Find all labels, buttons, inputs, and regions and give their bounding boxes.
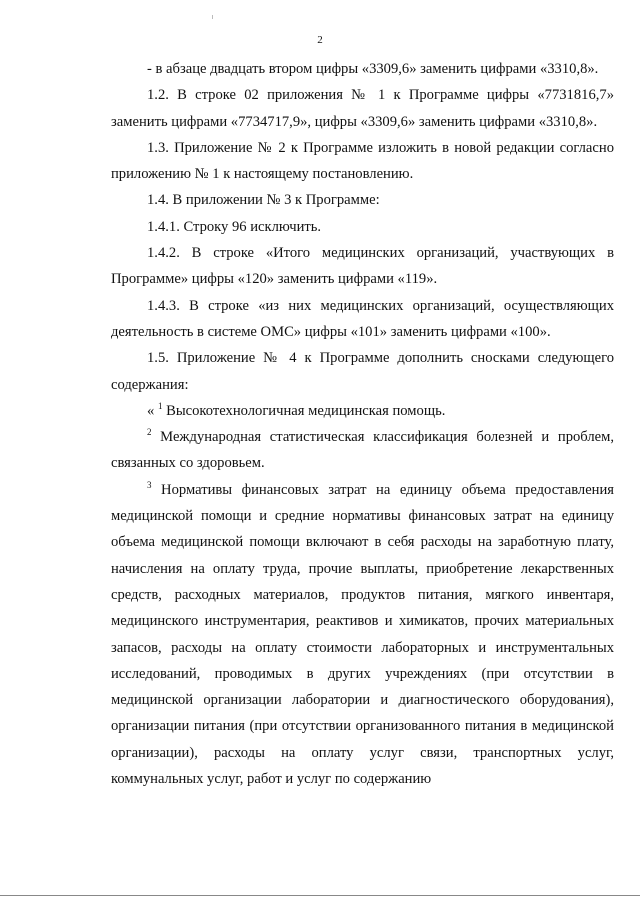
footnote-1 (111, 398, 614, 424)
paragraph-1-4-1: 1.4.1. Строку 96 исключить. (147, 218, 322, 235)
footnote-text-1: Высокотехнологичная медицинская помощь. (162, 402, 446, 419)
page-number: 2 (317, 34, 323, 46)
paragraph-1-5: 1.5. Приложение № 4 к Программе дополнить сносками следующего содержания: (111, 350, 614, 393)
page-bottom-edge (0, 895, 640, 896)
paragraph-1-4: 1.4. В приложении № 3 к Программе: (147, 192, 380, 209)
document-body (111, 56, 614, 792)
footnote-mark-2: 2 (147, 427, 152, 438)
footnote-mark-3: 3 (147, 479, 152, 490)
scan-mark (212, 15, 213, 19)
footnote-3 (111, 477, 614, 793)
quote-open: « (147, 402, 158, 419)
footnote-mark-1: 1 (157, 400, 163, 411)
footnote-2 (111, 424, 614, 477)
paragraph-1-2: 1.2. В строке 02 приложения № 1 к Программе цифры «7731816,7» заменить цифрами «7734717,9», цифры «3309,6» заменить цифрами «3310,8». (111, 87, 614, 130)
paragraph-1-4-2: 1.4.2. В строке «Итого медицинских организаций, участвующих в Программе» цифры «120» заменить цифрами «119». (111, 245, 614, 288)
footnote-text-3: Нормативы финансовых затрат на единицу объема предоставления медицинской помощи и средние нормативы финансовых затрат на единицу объема медицинской помощи включают в себя расходы на заработную плату, начисления на оплату труда, прочие выплаты, приобретение лекарственных средств, расходных материалов, продуктов питания, мягкого инвентаря, медицинского инструментария, реактивов и химикатов, прочих материальных запасов, расходы на оплату стоимости лабораторных и инструментальных исследований, проводимых в других учреждениях (при отсутствии в медицинской организации лаборатории и диагностического оборудования), организации питания (при отсутствии организованного питания в медицинской организации), расходы на оплату услуг связи, транспортных услуг, коммунальных услуг, работ и услуг по содержанию (111, 481, 614, 788)
paragraph-1: - в абзаце двадцать втором цифры «3309,6» заменить цифрами «3310,8». (147, 61, 599, 77)
footnote-text-2: Международная статистическая классификация болезней и проблем, связанных со здоровьем. (111, 429, 614, 472)
paragraph-1-3: 1.3. Приложение № 2 к Программе изложить в новой редакции согласно приложению № 1 к настоящему постановлению. (111, 139, 614, 183)
paragraph-1-4-3: 1.4.3. В строке «из них медицинских организаций, осуществляющих деятельность в системе ОМС» цифры «101» заменить цифрами «100». (111, 297, 614, 340)
